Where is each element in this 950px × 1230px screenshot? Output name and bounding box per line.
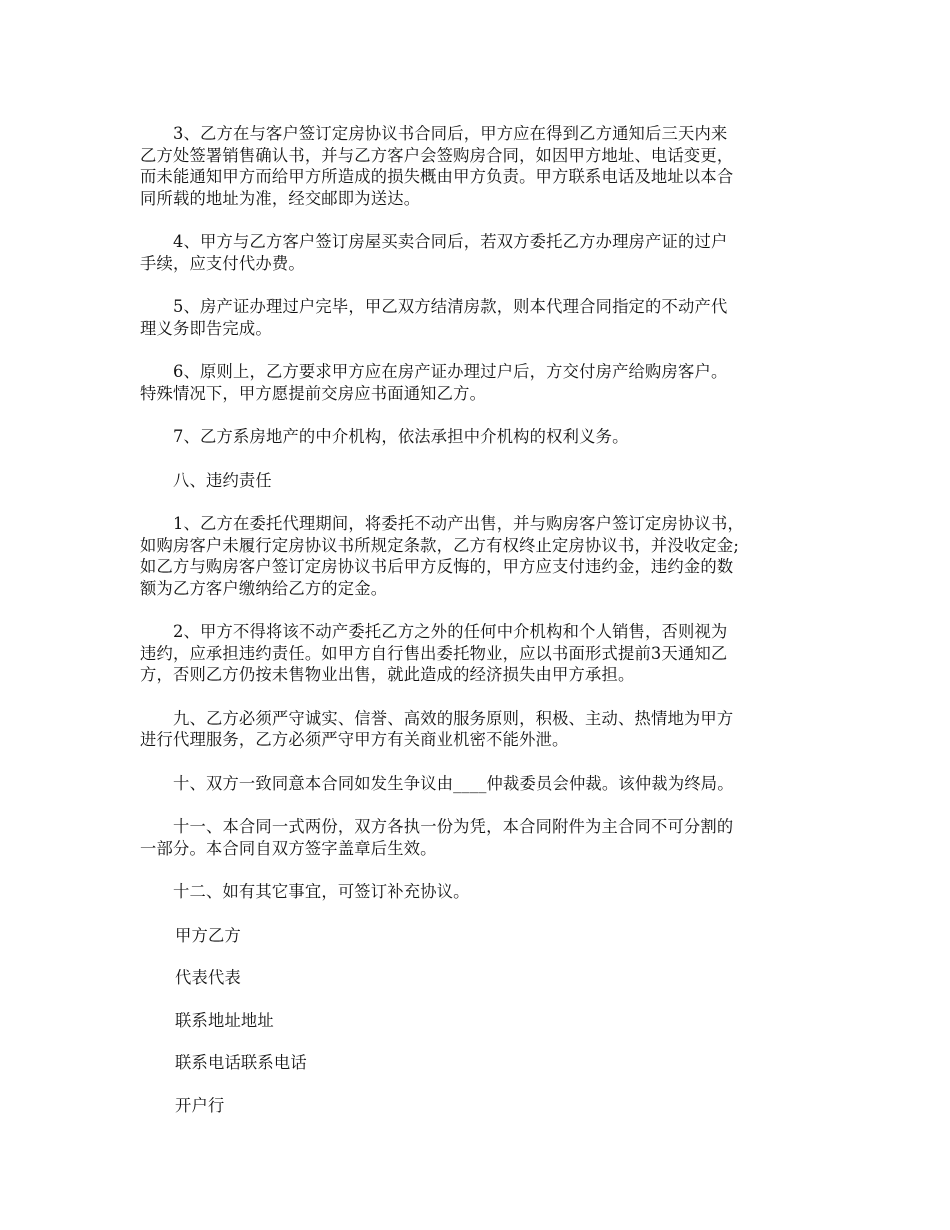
section-heading: 八、违约责任 — [173, 470, 272, 490]
text-line: 乙方处签署销售确认书，并与乙方客户会签购房合同，如因甲方地址、电话变更， — [140, 145, 734, 165]
section-eleven — [140, 816, 820, 859]
text-line: 一部分。本合同自双方签字盖章后生效。 — [140, 838, 437, 858]
text-line: 1、乙方在委托代理期间，将委托不动产出售，并与购房客户签订定房协议书， — [173, 514, 744, 533]
text-line: 同所载的地址为准，经交邮即为送达。 — [140, 188, 421, 208]
text-line: 6、原则上，乙方要求甲方应在房产证办理过户后，方交付房产给购房客户。 — [173, 362, 728, 381]
signature-line-parties: 甲方乙方 — [175, 925, 241, 945]
section-heading-breach — [140, 470, 820, 492]
text-line: 5、房产证办理过户完毕，甲乙双方结清房款，则本代理合同指定的不动产代 — [173, 297, 728, 316]
text-line: 特殊情况下，甲方愿提前交房应书面通知乙方。 — [140, 383, 487, 403]
breach-clause-1 — [140, 513, 820, 599]
section-nine — [140, 708, 820, 751]
signature-line-representatives: 代表代表 — [175, 968, 241, 987]
clause-6 — [140, 361, 820, 404]
text-line: 3、乙方在与客户签订定房协议书合同后，甲方应在得到乙方通知后三天内来 — [173, 124, 728, 143]
text-line: 十二、如有其它事宜，可签订补充协议。 — [173, 882, 470, 901]
document-page — [140, 123, 820, 1137]
signature-line-bank: 开户行 — [175, 1095, 225, 1115]
section-ten — [140, 773, 820, 795]
text-line: 理义务即告完成。 — [140, 318, 272, 338]
text-line: 如乙方与购房客户签订定房协议书后甲方反悔的，甲方应支付违约金，违约金的数 — [140, 557, 734, 576]
text-line: 九、乙方必须严守诚实、信誉、高效的服务原则，积极、主动、热情地为甲方 — [173, 708, 734, 728]
text-line: 额为乙方客户缴纳给乙方的定金。 — [140, 578, 388, 598]
text-line: 十、双方一致同意本合同如发生争议由____仲裁委员会仲裁。该仲裁为终局。 — [173, 773, 734, 793]
text-line: 2、甲方不得将该不动产委托乙方之外的任何中介机构和个人销售，否则视为 — [173, 622, 728, 641]
text-line: 7、乙方系房地产的中介机构，依法承担中介机构的权利义务。 — [173, 427, 629, 446]
text-line: 如购房客户未履行定房协议书所规定条款，乙方有权终止定房协议书，并没收定金; — [140, 535, 740, 555]
text-line: 手续，应支付代办费。 — [140, 253, 305, 273]
text-line: 进行代理服务，乙方必须严守甲方有关商业机密不能外泄。 — [140, 730, 569, 749]
breach-clause-2 — [140, 621, 820, 686]
signature-block — [140, 925, 820, 1117]
clause-4 — [140, 231, 820, 274]
text-line: 方，否则乙方仍按未售物业出售，就此造成的经济损失由甲方承担。 — [140, 665, 635, 684]
text-line: 而未能通知甲方而给甲方所造成的损失概由甲方负责。甲方联系电话及地址以本合 — [140, 167, 734, 186]
text-line: 十一、本合同一式两份，双方各执一份为凭，本合同附件为主合同不可分割的 — [173, 817, 734, 836]
text-line: 4、甲方与乙方客户签订房屋买卖合同后，若双方委托乙方办理房产证的过户 — [173, 232, 728, 251]
signature-line-address: 联系地址地址 — [175, 1010, 274, 1030]
signature-line-phone: 联系电话联系电话 — [175, 1053, 307, 1072]
clause-7 — [140, 426, 820, 448]
text-line: 违约，应承担违约责任。如甲方自行售出委托物业，应以书面形式提前3天通知乙 — [140, 643, 728, 663]
clause-5 — [140, 296, 820, 339]
clause-3 — [140, 123, 820, 209]
section-twelve — [140, 881, 820, 903]
